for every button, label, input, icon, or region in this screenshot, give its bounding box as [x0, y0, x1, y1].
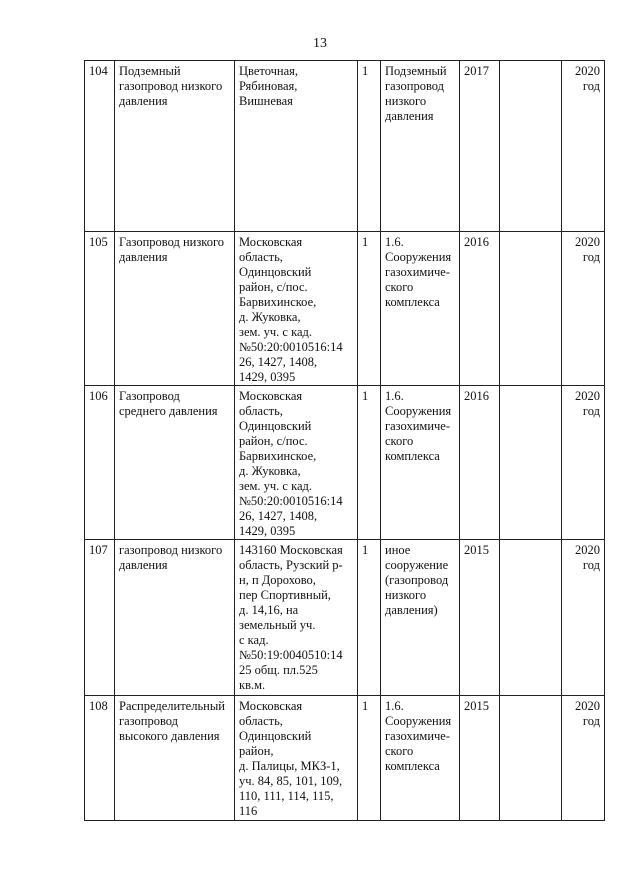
object-type: 1.6. Сооружения газохимиче- ского комплекса — [381, 696, 460, 821]
object-type: 1.6. Сооружения газохимиче- ского комплекса — [381, 386, 460, 540]
empty-cell — [500, 232, 562, 386]
commission-year: 2016 — [460, 386, 500, 540]
object-address: Московская область, Одинцовский район, д. Палицы, МКЗ-1, уч. 84, 85, 101, 109, 110, 111, 114, 115, 116 — [235, 696, 358, 821]
table-row — [85, 540, 605, 696]
end-year: 2020 год — [562, 540, 605, 696]
end-year: 2020 год — [562, 232, 605, 386]
row-number: 107 — [85, 540, 115, 696]
object-quantity: 1 — [358, 232, 381, 386]
object-quantity: 1 — [358, 696, 381, 821]
page-number: 13 — [313, 36, 327, 51]
row-number: 104 — [85, 61, 115, 232]
row-number: 106 — [85, 386, 115, 540]
table-row — [85, 61, 605, 232]
object-name: Подземный газопровод низкого давления — [115, 61, 235, 232]
commission-year: 2017 — [460, 61, 500, 232]
table-row — [85, 232, 605, 386]
empty-cell — [500, 386, 562, 540]
commission-year: 2015 — [460, 696, 500, 821]
end-year: 2020 год — [562, 61, 605, 232]
end-year: 2020 год — [562, 696, 605, 821]
object-quantity: 1 — [358, 386, 381, 540]
empty-cell — [500, 61, 562, 232]
table-row — [85, 696, 605, 821]
object-name: Распределительный газопровод высокого давления — [115, 696, 235, 821]
empty-cell — [500, 696, 562, 821]
commission-year: 2015 — [460, 540, 500, 696]
object-name: газопровод низкого давления — [115, 540, 235, 696]
object-address: Московская область, Одинцовский район, с/пос. Барвихинское, д. Жуковка, зем. уч. с кад. №50:20:0010516:14 26, 1427, 1408, 1429, 0395 — [235, 386, 358, 540]
end-year: 2020 год — [562, 386, 605, 540]
object-quantity: 1 — [358, 540, 381, 696]
object-type: иное сооружение (газопровод низкого давления) — [381, 540, 460, 696]
object-quantity: 1 — [358, 61, 381, 232]
object-address: Московская область, Одинцовский район, с/пос. Барвихинское, д. Жуковка, зем. уч. с кад. №50:20:0010516:14 26, 1427, 1408, 1429, 0395 — [235, 232, 358, 386]
object-name: Газопровод среднего давления — [115, 386, 235, 540]
empty-cell — [500, 540, 562, 696]
object-address: 143160 Московская область, Рузский р- н, п Дорохово, пер Спортивный, д. 14,16, на земельный уч. с кад. №50:19:0040510:14 25 общ. пл.525 кв.м. — [235, 540, 358, 696]
object-type: Подземный газопровод низкого давления — [381, 61, 460, 232]
row-number: 108 — [85, 696, 115, 821]
row-number: 105 — [85, 232, 115, 386]
table-row — [85, 386, 605, 540]
object-type: 1.6. Сооружения газохимиче- ского комплекса — [381, 232, 460, 386]
registry-table — [84, 60, 605, 821]
object-name: Газопровод низкого давления — [115, 232, 235, 386]
commission-year: 2016 — [460, 232, 500, 386]
object-address: Цветочная, Рябиновая, Вишневая — [235, 61, 358, 232]
